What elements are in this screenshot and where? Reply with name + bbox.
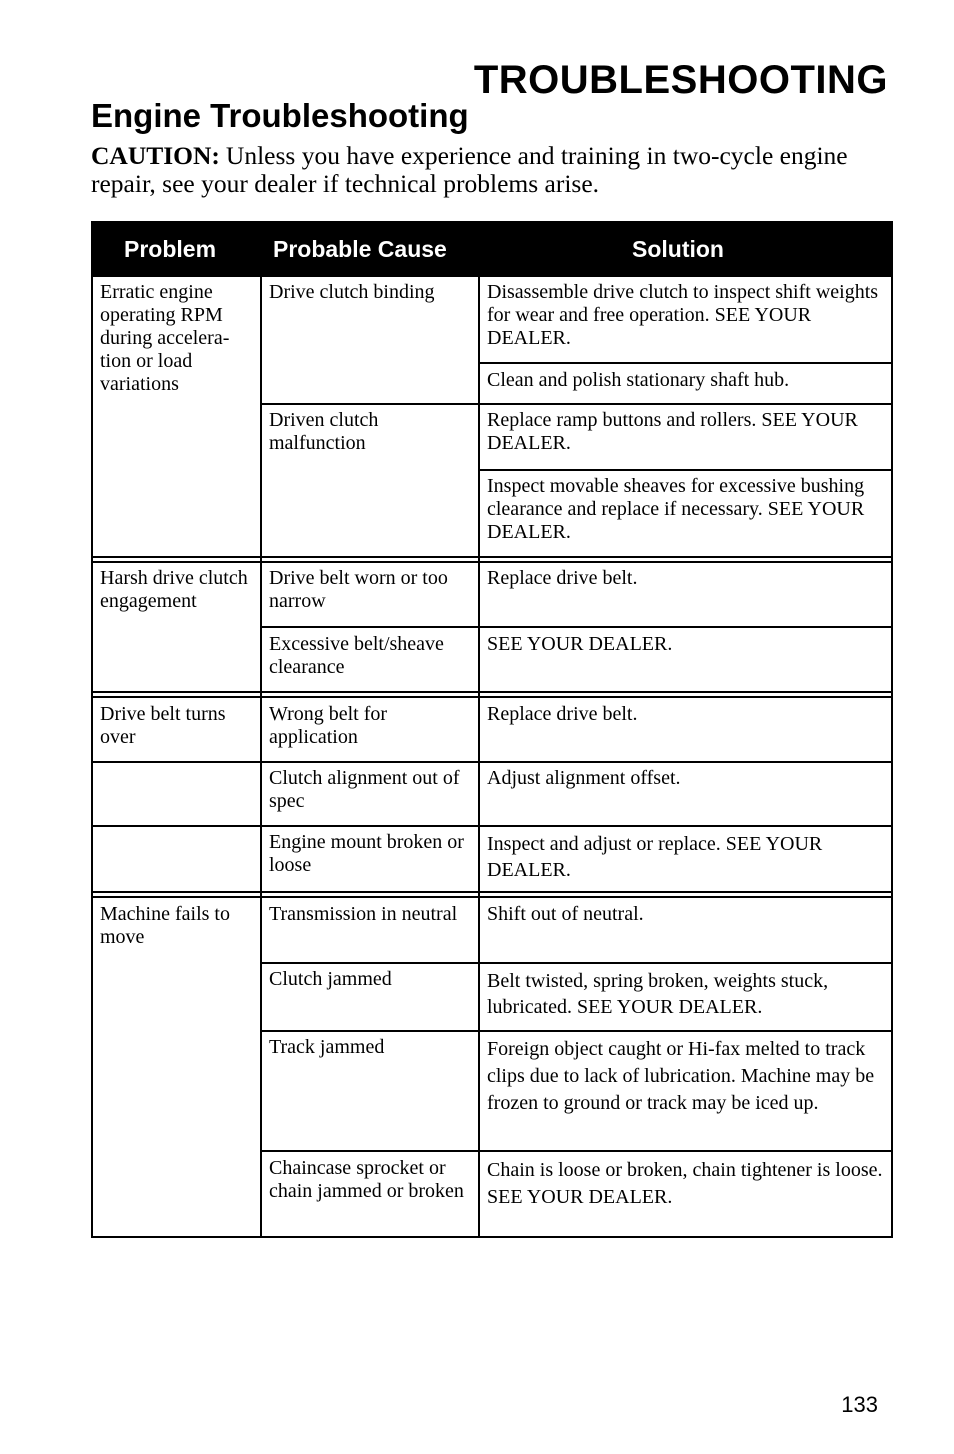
solution-cell: Shift out of neutral. xyxy=(487,903,644,925)
cause-cell: Wrong belt for application xyxy=(269,703,388,748)
row-divider xyxy=(260,1030,893,1032)
cause-cell: Transmission in neutral xyxy=(269,903,458,925)
solution-cell: Replace drive belt. xyxy=(487,703,638,725)
header-solution: Solution xyxy=(632,236,724,262)
solution-cell: Adjust alignment offset. xyxy=(487,767,681,789)
solution-cell: Replace ramp buttons and rollers. SEE YOUR DEALER. xyxy=(487,409,858,454)
row-divider xyxy=(478,469,893,471)
header-probable-cause: Probable Cause xyxy=(273,236,447,262)
group-divider xyxy=(91,691,893,693)
cause-cell: Excessive belt/sheave clearance xyxy=(269,633,444,678)
solution-cell: Clean and polish stationary shaft hub. xyxy=(487,369,790,391)
solution-cell: Disassemble drive clutch to inspect shift weights for wear and free operation. SEE YOUR DEALER. xyxy=(487,281,879,349)
cause-cell: Track jammed xyxy=(269,1036,385,1058)
solution-cell: Replace drive belt. xyxy=(487,567,638,589)
section-title: Engine Troubleshooting xyxy=(91,97,469,134)
cause-cell: Driven clutch malfunction xyxy=(269,409,379,454)
header-problem: Problem xyxy=(124,236,217,262)
table-border-left xyxy=(91,277,93,1238)
cause-cell: Engine mount broken or loose xyxy=(269,831,464,876)
row-divider xyxy=(260,626,893,628)
group-divider xyxy=(91,896,893,898)
problem-cell: Erratic engine operating RPM during accelera- tion or load variations xyxy=(100,281,230,395)
group-divider xyxy=(91,556,893,558)
cause-cell: Chaincase sprocket or chain jammed or broken xyxy=(269,1157,464,1202)
column-divider-2 xyxy=(478,277,480,1238)
solution-cell: SEE YOUR DEALER. xyxy=(487,633,673,655)
row-divider xyxy=(478,362,893,364)
problem-cell: Machine fails to move xyxy=(100,903,230,948)
solution-cell: Chain is loose or broken, chain tightener is loose. SEE YOUR DEALER. xyxy=(487,1159,883,1208)
solution-cell: Foreign object caught or Hi-fax melted to track clips due to lack of lubrication. Machine may be frozen to ground or track may be iced up. xyxy=(487,1038,875,1114)
row-divider xyxy=(91,761,893,763)
group-divider xyxy=(91,696,893,698)
row-divider xyxy=(260,403,893,405)
solution-cell: Inspect and adjust or replace. SEE YOUR DEALER. xyxy=(487,833,823,881)
group-divider xyxy=(91,891,893,893)
solution-cell: Inspect movable sheaves for excessive bushing clearance and replace if necessary. SEE YOUR DEALER. xyxy=(487,475,865,543)
problem-cell: Harsh drive clutch engagement xyxy=(100,567,248,612)
caution-note xyxy=(91,142,891,198)
problem-cell: Drive belt turns over xyxy=(100,703,226,748)
row-divider xyxy=(91,825,893,827)
cause-cell: Drive belt worn or too narrow xyxy=(269,567,448,612)
row-divider xyxy=(260,1150,893,1152)
group-divider xyxy=(91,561,893,563)
table-border-right xyxy=(891,277,893,1238)
caution-label: CAUTION: xyxy=(91,141,220,170)
table-border-bottom xyxy=(91,1236,893,1238)
cause-cell: Clutch jammed xyxy=(269,968,392,990)
page-title: TROUBLESHOOTING xyxy=(473,58,888,102)
page-number: 133 xyxy=(841,1392,878,1417)
table-header xyxy=(91,221,893,277)
solution-cell: Belt twisted, spring broken, weights stuck, lubricated. SEE YOUR DEALER. xyxy=(487,970,829,1018)
caution-text: Unless you have experience and training in two-cycle engine repair, see your dealer if technical problems arise. xyxy=(91,141,848,198)
cause-cell: Drive clutch binding xyxy=(269,281,435,303)
column-divider-1 xyxy=(260,277,262,1238)
row-divider xyxy=(260,962,893,964)
cause-cell: Clutch alignment out of spec xyxy=(269,767,460,812)
